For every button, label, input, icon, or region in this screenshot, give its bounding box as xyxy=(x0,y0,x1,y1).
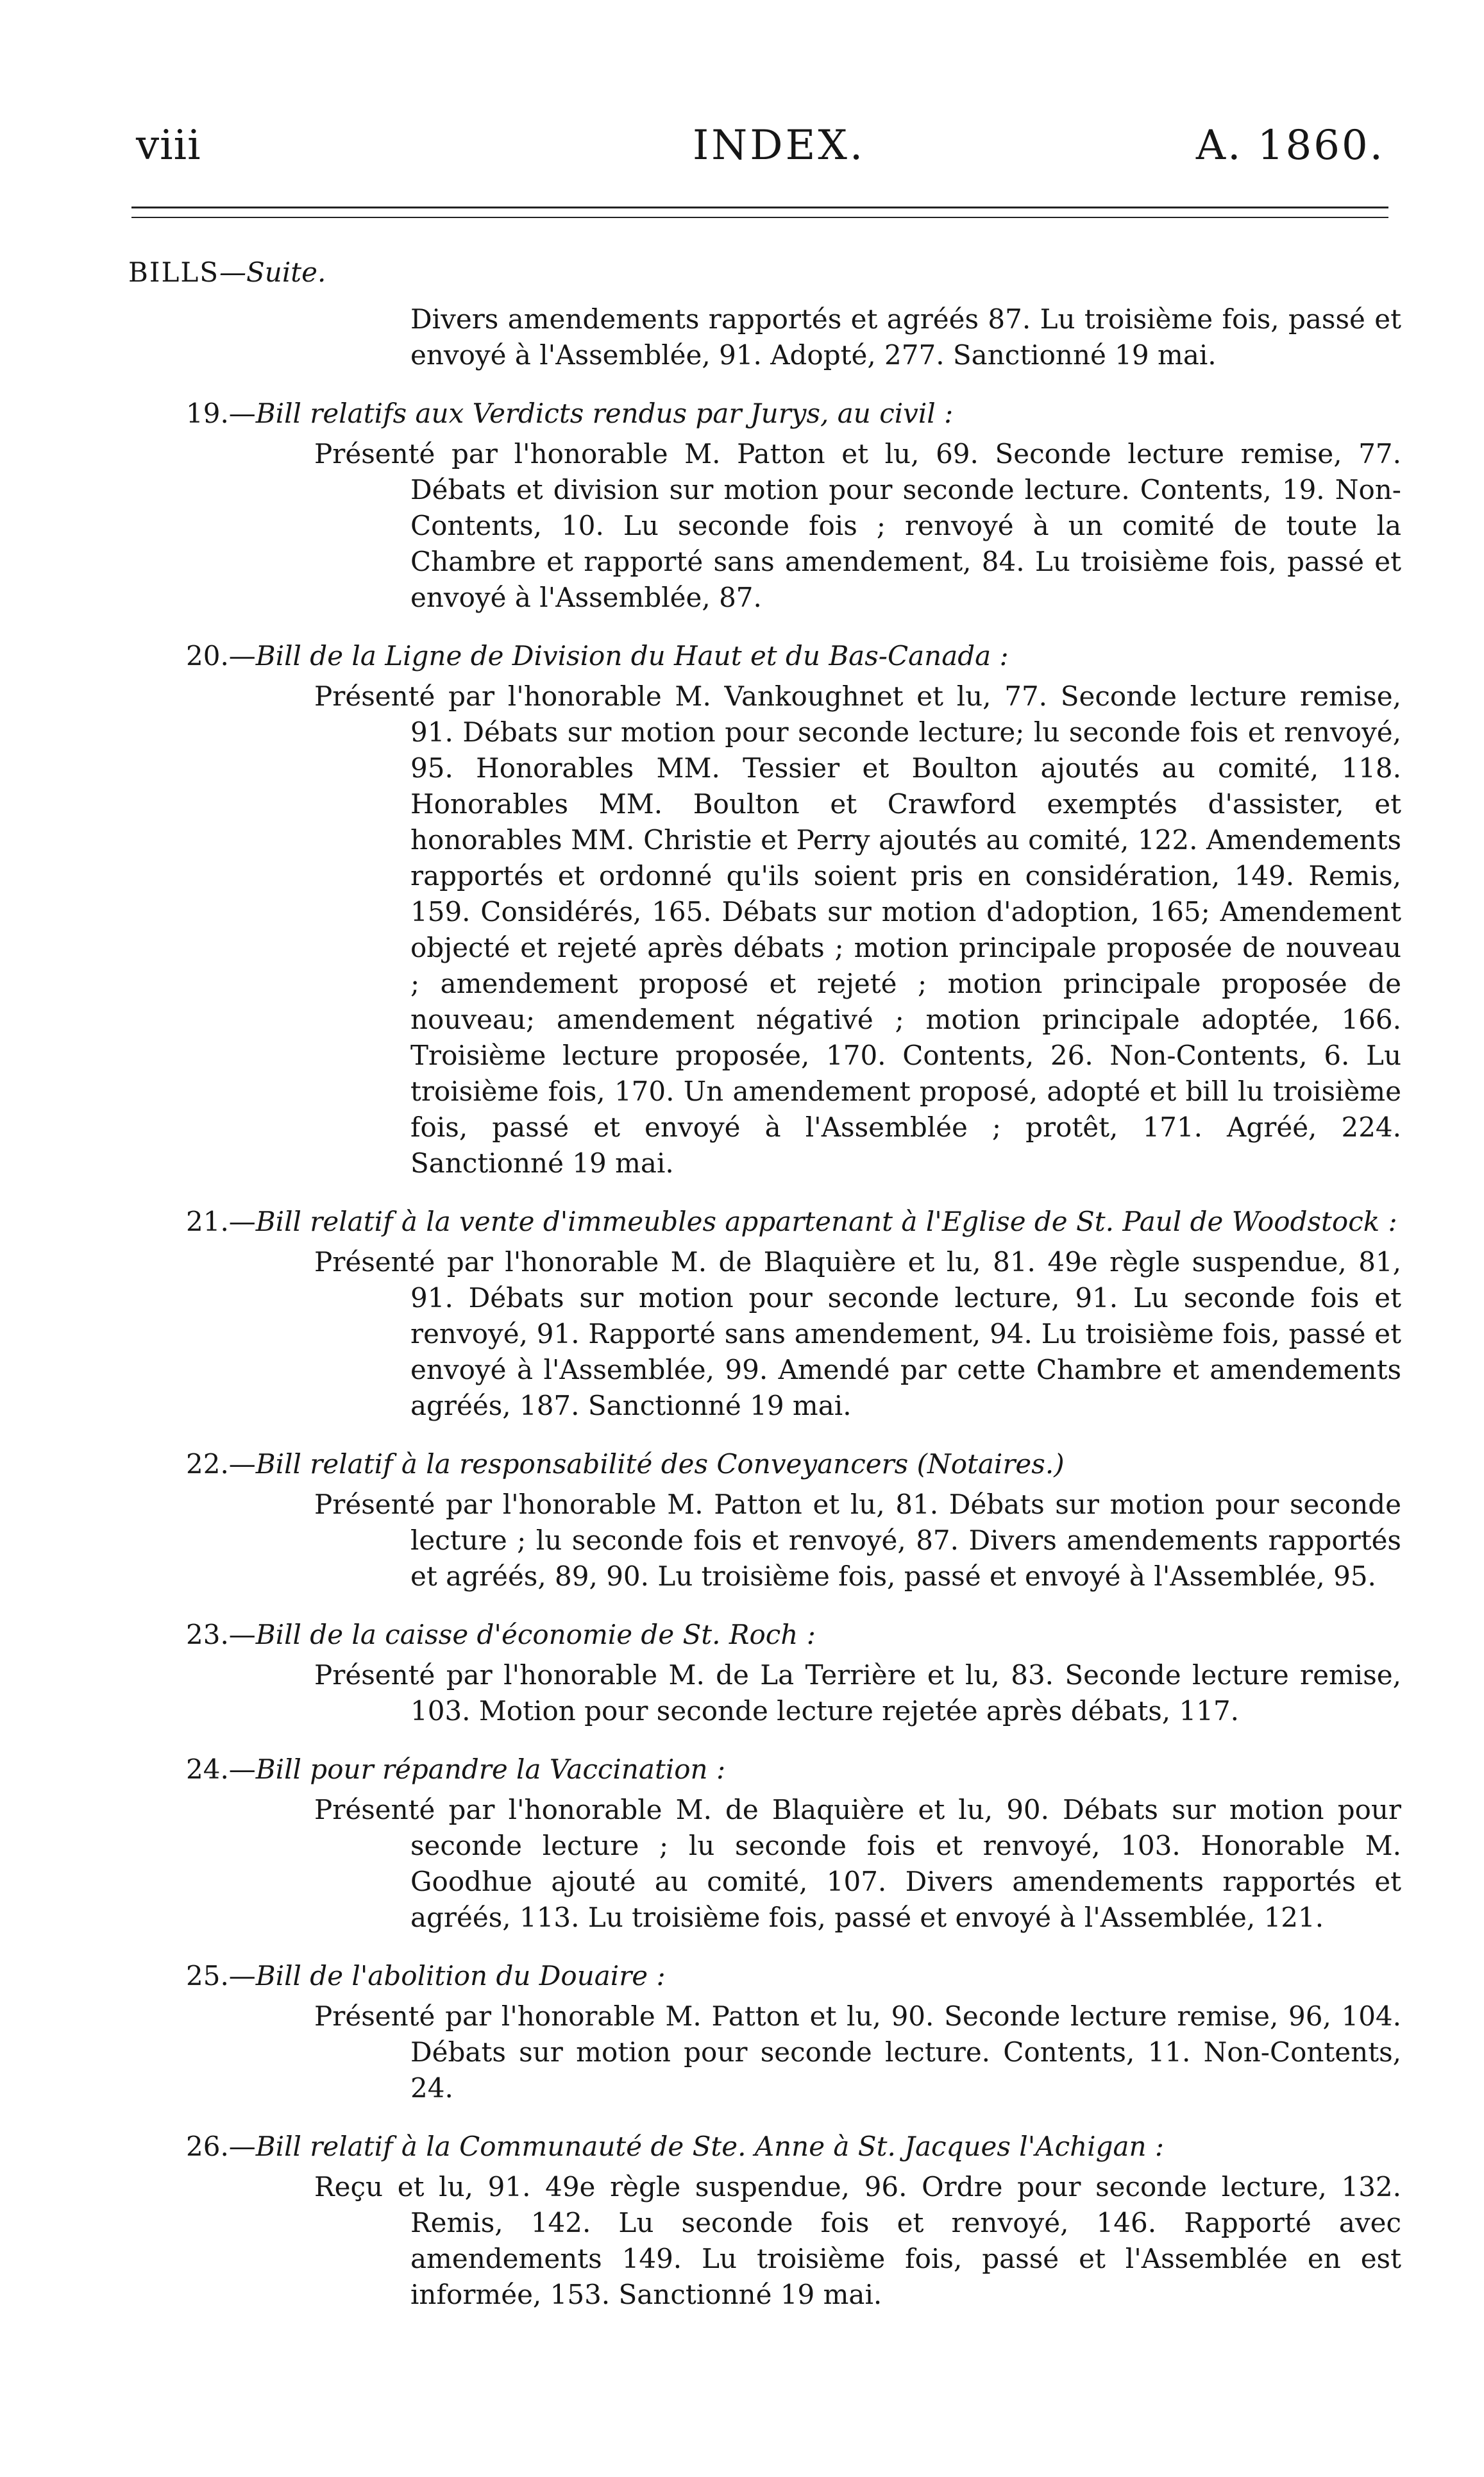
entry-title-text: Bill relatif à la vente d'immeubles appartenant à l'Eglise de St. Paul de Woodstock : xyxy=(255,1206,1397,1237)
index-entry-20 xyxy=(128,638,1401,1181)
entry-body: Divers amendements rapportés et agréés 87. Lu troisième fois, passé et envoyé à l'Assemblée, 91. Adopté, 277. Sanctionné 19 mai. xyxy=(410,303,1401,371)
header-rule-secondary xyxy=(131,217,1388,218)
entry-body: Présenté par l'honorable M. de Blaquière et lu, 81. 49e règle suspendue, 81, 91. Débats sur motion pour seconde lecture, 91. Lu seconde fois et renvoyé, 91. Rapporté sans amendement, 94. Lu troisième fois, passé et envoyé à l'Assemblée, 99. Amendé par cette Chambre et amendements agréés, 187. Sanctionné 19 mai. xyxy=(314,1246,1401,1421)
entry-title xyxy=(128,1446,1401,1483)
page-title: INDEX. xyxy=(693,122,866,169)
entry-title xyxy=(128,1751,1401,1788)
entry-body: Présenté par l'honorable M. Patton et lu, 90. Seconde lecture remise, 96, 104. Débats sur motion pour seconde lecture. Contents, 11. Non-Contents, 24. xyxy=(314,2000,1401,2104)
entry-title xyxy=(128,1203,1401,1240)
entry-body: Présenté par l'honorable M. Patton et lu, 81. Débats sur motion pour seconde lecture ; lu seconde fois et renvoyé, 87. Divers amendements rapportés et agréés, 89, 90. Lu troisième fois, passé et envoyé à l'Assemblée, 95. xyxy=(314,1489,1401,1592)
index-entry-24 xyxy=(128,1751,1401,1936)
entry-title xyxy=(128,638,1401,675)
entry-number: 23.— xyxy=(186,1619,256,1650)
intro-entry xyxy=(128,301,1401,373)
entry-title-text: Bill de l'abolition du Douaire : xyxy=(255,1960,666,1991)
year-label: A. 1860. xyxy=(1195,122,1385,169)
index-entry-26 xyxy=(128,2128,1401,2313)
entry-title-text: Bill relatif à la responsabilité des Conveyancers (Notaires.) xyxy=(255,1448,1065,1480)
entry-number: 21.— xyxy=(186,1206,256,1237)
entry-body: Présenté par l'honorable M. de La Terrière et lu, 83. Seconde lecture remise, 103. Motion pour seconde lecture rejetée après débats, 117. xyxy=(314,1659,1401,1727)
entry-number: 19.— xyxy=(186,398,256,429)
entry-body: Présenté par l'honorable M. Vankoughnet et lu, 77. Seconde lecture remise, 91. Débats sur motion pour seconde lecture; lu seconde fois et renvoyé, 95. Honorables MM. Tessier et Boulton ajoutés au comité, 118. Honorables MM. Boulton et Crawford exemptés d'assister, et honorables MM. Christie et Perry ajoutés au comité, 122. Amendements rapportés et ordonné qu'ils soient pris en considération, 149. Remis, 159. Considérés, 165. Débats sur motion d'adoption, 165; Amendement objecté et rejeté après débats ; motion principale proposée de nouveau ; amendement proposé et rejeté ; motion principale proposée de nouveau; amendement négativé ; motion principale adoptée, 166. Troisième lecture proposée, 170. Contents, 26. Non-Contents, 6. Lu troisième fois, 170. Un amendement proposé, adopté et bill lu troisième fois, passé et envoyé à l'Assemblée ; protêt, 171. Agréé, 224. Sanctionné 19 mai. xyxy=(314,681,1401,1179)
entry-body: Présenté par l'honorable M. de Blaquière et lu, 90. Débats sur motion pour seconde lecture ; lu seconde fois et renvoyé, 103. Honorable M. Goodhue ajouté au comité, 107. Divers amendements rapportés et agréés, 113. Lu troisième fois, passé et envoyé à l'Assemblée, 121. xyxy=(314,1794,1401,1933)
entry-title-text: Bill de la caisse d'économie de St. Roch : xyxy=(255,1619,816,1650)
entry-title-text: Bill de la Ligne de Division du Haut et du Bas-Canada : xyxy=(255,640,1009,672)
entry-number: 24.— xyxy=(186,1754,256,1785)
entry-title-text: Bill relatifs aux Verdicts rendus par Jurys, au civil : xyxy=(255,398,954,429)
entry-title-text: Bill relatif à la Communauté de Ste. Anne à St. Jacques l'Achigan : xyxy=(255,2131,1165,2162)
page-number: viii xyxy=(136,122,201,169)
index-entry-19 xyxy=(128,395,1401,616)
entry-title xyxy=(128,1957,1401,1995)
entry-title-text: Bill pour répandre la Vaccination : xyxy=(255,1754,726,1785)
header-rule xyxy=(131,207,1388,208)
entry-body: Présenté par l'honorable M. Patton et lu, 69. Seconde lecture remise, 77. Débats et division sur motion pour seconde lecture. Contents, 19. Non-Contents, 10. Lu seconde fois ; renvoyé à un comité de toute la Chambre et rapporté sans amendement, 84. Lu troisième fois, passé et envoyé à l'Assemblée, 87. xyxy=(314,438,1401,613)
section-heading xyxy=(128,257,326,288)
entry-title xyxy=(128,395,1401,432)
entry-title xyxy=(128,1616,1401,1653)
entry-number: 22.— xyxy=(186,1448,256,1480)
index-entry-25 xyxy=(128,1957,1401,2106)
entry-number: 20.— xyxy=(186,640,256,672)
entry-body: Reçu et lu, 91. 49e règle suspendue, 96. Ordre pour seconde lecture, 132. Remis, 142. Lu seconde fois et renvoyé, 146. Rapporté avec amendements 149. Lu troisième fois, passé et l'Assemblée en est informée, 153. Sanctionné 19 mai. xyxy=(314,2171,1401,2310)
entry-title xyxy=(128,2128,1401,2165)
index-entry-23 xyxy=(128,1616,1401,1729)
section-suffix: —Suite. xyxy=(219,257,326,288)
entry-number: 26.— xyxy=(186,2131,256,2162)
index-entries xyxy=(128,301,1401,2335)
index-entry-21 xyxy=(128,1203,1401,1424)
index-entry-22 xyxy=(128,1446,1401,1594)
entry-number: 25.— xyxy=(186,1960,256,1991)
section-name: BILLS xyxy=(128,257,220,288)
